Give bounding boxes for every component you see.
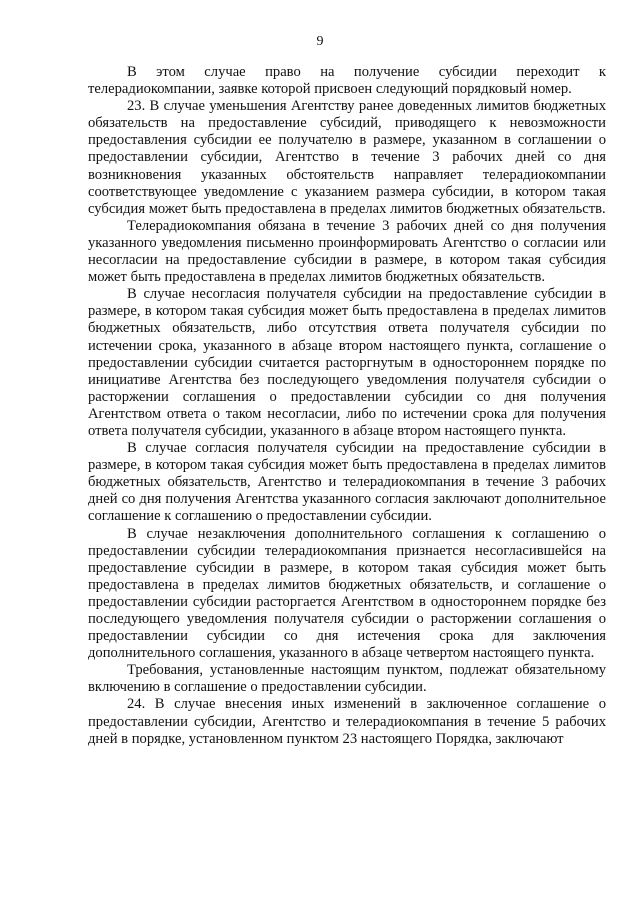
paragraph-2: 23. В случае уменьшения Агентству ранее доведенных лимитов бюджетных обязательств на предоставление субсидий, приводящего к невозможности предоставления субсидии ее получателю в размере, указанном в соглашении о предоставлении субсидии, Агентство в течение 3 рабочих дней со дня возникновения указанных обстоятельств направляет телерадиокомпании соответствующее уведомление с указанием размера субсидии, в котором такая субсидия может быть предоставлена в пределах лимитов бюджетных обязательств. [88, 98, 606, 217]
document-body [88, 64, 606, 748]
paragraph-3: Телерадиокомпания обязана в течение 3 рабочих дней со дня получения указанного уведомления письменно проинформировать Агентство о согласии или несогласии на предоставление субсидии в размере, в котором такая субсидия может быть предоставлена в пределах лимитов бюджетных обязательств. [88, 217, 606, 286]
paragraph-6: В случае незаключения дополнительного соглашения к соглашению о предоставлении субсидии телерадиокомпания признается несогласившейся на предоставление субсидии в размере, в котором такая субсидия может быть предоставлена в пределах лимитов бюджетных обязательств, и соглашение о предоставлении субсидии расторгается Агентством в одностороннем порядке без последующего уведомления получателя субсидии о расторжении соглашения о предоставлении субсидии со дня истечения срока для заключения дополнительного соглашения, указанного в абзаце четвертом настоящего пункта. [88, 525, 606, 662]
paragraph-4: В случае несогласия получателя субсидии на предоставление субсидии в размере, в котором такая субсидия может быть предоставлена в пределах лимитов бюджетных обязательств, либо отсутствия ответа получателя субсидии по истечении срока, указанного в абзаце втором настоящего пункта, соглашение о предоставлении субсидии считается расторгнутым в одностороннем порядке по инициативе Агентства без последующего уведомления получателя субсидии о расторжении соглашения о предоставлении субсидии со дня получения Агентством ответа о таком несогласии, либо по истечении срока для получения ответа получателя субсидии, указанного в абзаце втором настоящего пункта. [88, 286, 606, 439]
paragraph-8: 24. В случае внесения иных изменений в заключенное соглашение о предоставлении субсидии, Агентство и телерадиокомпания в течение 5 рабочих дней в порядке, установленном пунктом 23 настоящего Порядка, заключают [88, 696, 606, 747]
page-number: 9 [316, 34, 324, 49]
paragraph-7: Требования, установленные настоящим пунктом, подлежат обязательному включению в соглашение о предоставлении субсидии. [88, 662, 606, 696]
paragraph-1: В этом случае право на получение субсидии переходит к телерадиокомпании, заявке которой присвоен следующий порядковый номер. [88, 64, 606, 98]
paragraph-5: В случае согласия получателя субсидии на предоставление субсидии в размере, в котором такая субсидия может быть предоставлена в пределах лимитов бюджетных обязательств, Агентство и телерадиокомпания в течение 3 рабочих дней со дня получения Агентства указанного согласия заключают дополнительное соглашение к соглашению о предоставлении субсидии. [88, 440, 606, 525]
